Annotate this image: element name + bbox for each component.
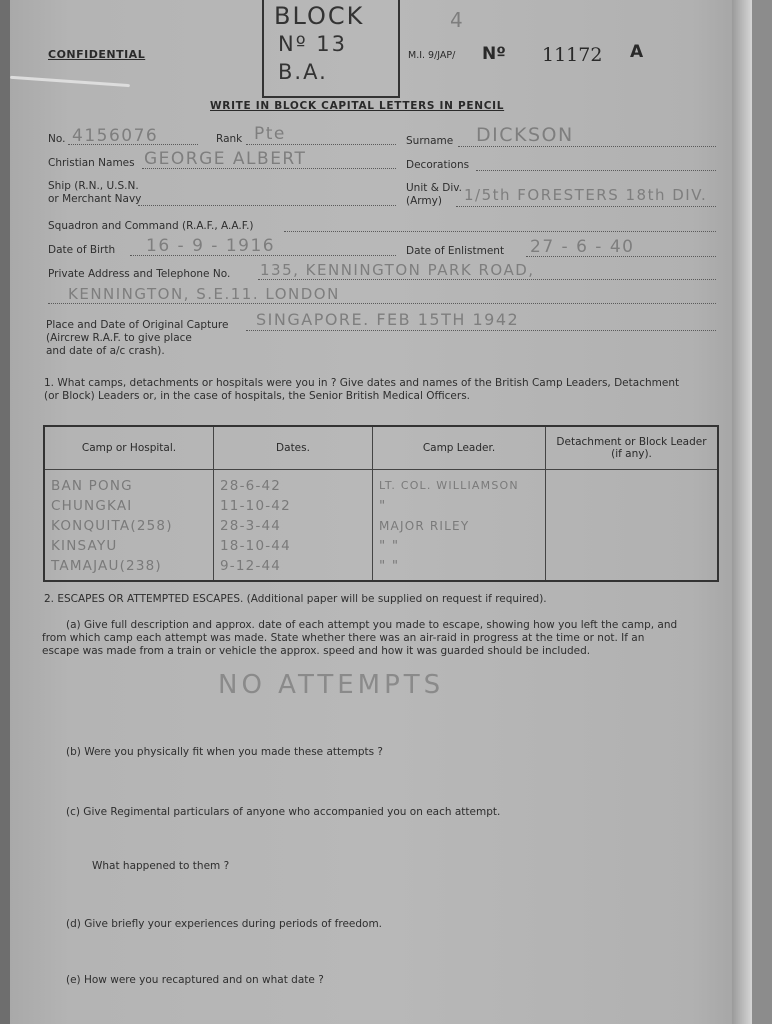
camp-entry: CHUNGKAI [51, 498, 133, 514]
leader-entry: MAJOR RILEY [379, 519, 470, 533]
tie-string [10, 76, 130, 87]
capture-label-line3: and date of a/c crash). [46, 345, 165, 357]
header-dates: Dates. [214, 426, 373, 470]
rank-rule [246, 144, 396, 145]
stamp-line-number: Nº 13 [278, 32, 348, 56]
stamp-line-block: BLOCK [274, 2, 365, 30]
camps-table [43, 425, 719, 582]
header-camp: Camp or Hospital. [44, 426, 214, 470]
dob-value: 16 - 9 - 1916 [146, 236, 276, 256]
form-page [10, 0, 752, 1024]
form-instruction-title: WRITE IN BLOCK CAPITAL LETTERS IN PENCIL [210, 100, 505, 112]
address-rule-2 [48, 303, 716, 304]
pencil-mark: 4 [450, 8, 465, 32]
page-edge [732, 0, 752, 1024]
stamp-line-ba: B.A. [278, 60, 328, 84]
reference-suffix: A [630, 42, 644, 62]
question2d: (d) Give briefly your experiences during periods of freedom. [66, 918, 383, 930]
date-entry: 28-6-42 [220, 478, 282, 494]
question2b: (b) Were you physically fit when you made these attempts ? [66, 746, 383, 758]
rank-value: Pte [254, 124, 286, 144]
question2a-line1: (a) Give full description and approx. date of each attempt you made to escape, showing how you left the camp, and [66, 619, 678, 631]
ship-rule [138, 205, 396, 206]
date-entry: 9-12-44 [220, 558, 282, 574]
block-stamp [262, 0, 400, 98]
no-value: 4156076 [72, 126, 159, 146]
leaders-column [373, 470, 546, 582]
decorations-rule [476, 170, 716, 171]
unit-label-line1: Unit & Div. [406, 182, 462, 194]
question2-heading: 2. ESCAPES OR ATTEMPTED ESCAPES. (Additional paper will be supplied on request if required). [44, 593, 547, 605]
confidential-heading: CONFIDENTIAL [48, 48, 146, 61]
reference-prefix: M.I. 9/JAP/ [408, 50, 456, 61]
leader-entry: " [379, 498, 387, 514]
ship-label-line2: or Merchant Navy [48, 193, 142, 205]
camps-table-header-row [44, 426, 718, 470]
dates-column [214, 470, 373, 582]
christian-names-label: Christian Names [48, 157, 135, 169]
question2a-line2: from which camp each attempt was made. State whether there was an air-raid in progress at the time or not. If an [42, 632, 645, 644]
surname-label: Surname [406, 135, 454, 147]
camps-table-body-row [44, 470, 718, 582]
date-entry: 28-3-44 [220, 518, 282, 534]
question2c-followup: What happened to them ? [92, 860, 230, 872]
surname-rule [458, 146, 716, 147]
reference-no-label: Nº [482, 44, 506, 64]
escape-answer: NO ATTEMPTS [218, 670, 445, 700]
question1-line1: 1. What camps, detachments or hospitals were you in ? Give dates and names of the British Camp Leaders, Detachment [44, 377, 680, 389]
unit-label-line2: (Army) [406, 195, 442, 207]
reference-number: 11172 [542, 44, 603, 66]
camp-entry: BAN PONG [51, 478, 133, 494]
capture-rule [246, 330, 716, 331]
squadron-rule [284, 231, 716, 232]
dob-label: Date of Birth [48, 244, 116, 256]
date-entry: 18-10-44 [220, 538, 291, 554]
capture-label-line1: Place and Date of Original Capture [46, 319, 229, 331]
detachment-column [546, 470, 719, 582]
address-value-line2: KENNINGTON, S.E.11. LONDON [68, 285, 340, 303]
leader-entry: LT. COL. WILLIAMSON [379, 479, 519, 492]
date-entry: 11-10-42 [220, 498, 291, 514]
question2e: (e) How were you recaptured and on what date ? [66, 974, 324, 986]
question1-line2: (or Block) Leaders or, in the case of hospitals, the Senior British Medical Officers. [44, 390, 471, 402]
leader-entry: " " [379, 538, 400, 554]
camps-column [44, 470, 214, 582]
squadron-label: Squadron and Command (R.A.F., A.A.F.) [48, 220, 254, 232]
no-label: No. [48, 133, 66, 145]
enlistment-label: Date of Enlistment [406, 245, 505, 257]
leader-entry: " " [379, 558, 400, 574]
unit-value: 1/5th FORESTERS 18th DIV. [464, 186, 708, 204]
ship-label-line1: Ship (R.N., U.S.N. [48, 180, 139, 192]
camp-entry: TAMAJAU(238) [51, 558, 162, 574]
enlistment-value: 27 - 6 - 40 [530, 237, 635, 257]
question2c: (c) Give Regimental particulars of anyone who accompanied you on each attempt. [66, 806, 501, 818]
unit-rule [456, 206, 716, 207]
rank-label: Rank [216, 133, 243, 145]
camp-entry: KINSAYU [51, 538, 118, 554]
surname-value: DICKSON [476, 124, 574, 146]
question2a-line3: escape was made from a train or vehicle the approx. speed and how it was guarded should be included. [42, 645, 591, 657]
christian-names-value: GEORGE ALBERT [144, 149, 307, 169]
address-label: Private Address and Telephone No. [48, 268, 231, 280]
binding-strip [0, 0, 10, 1024]
header-detachment-leader: Detachment or Block Leader (if any). [546, 426, 719, 470]
decorations-label: Decorations [406, 159, 470, 171]
address-value-line1: 135, KENNINGTON PARK ROAD, [260, 261, 535, 279]
address-rule-1 [258, 279, 716, 280]
camp-entry: KONQUITA(258) [51, 518, 173, 534]
header-camp-leader: Camp Leader. [373, 426, 546, 470]
capture-label-line2: (Aircrew R.A.F. to give place [46, 332, 192, 344]
capture-value: SINGAPORE. FEB 15TH 1942 [256, 310, 520, 329]
